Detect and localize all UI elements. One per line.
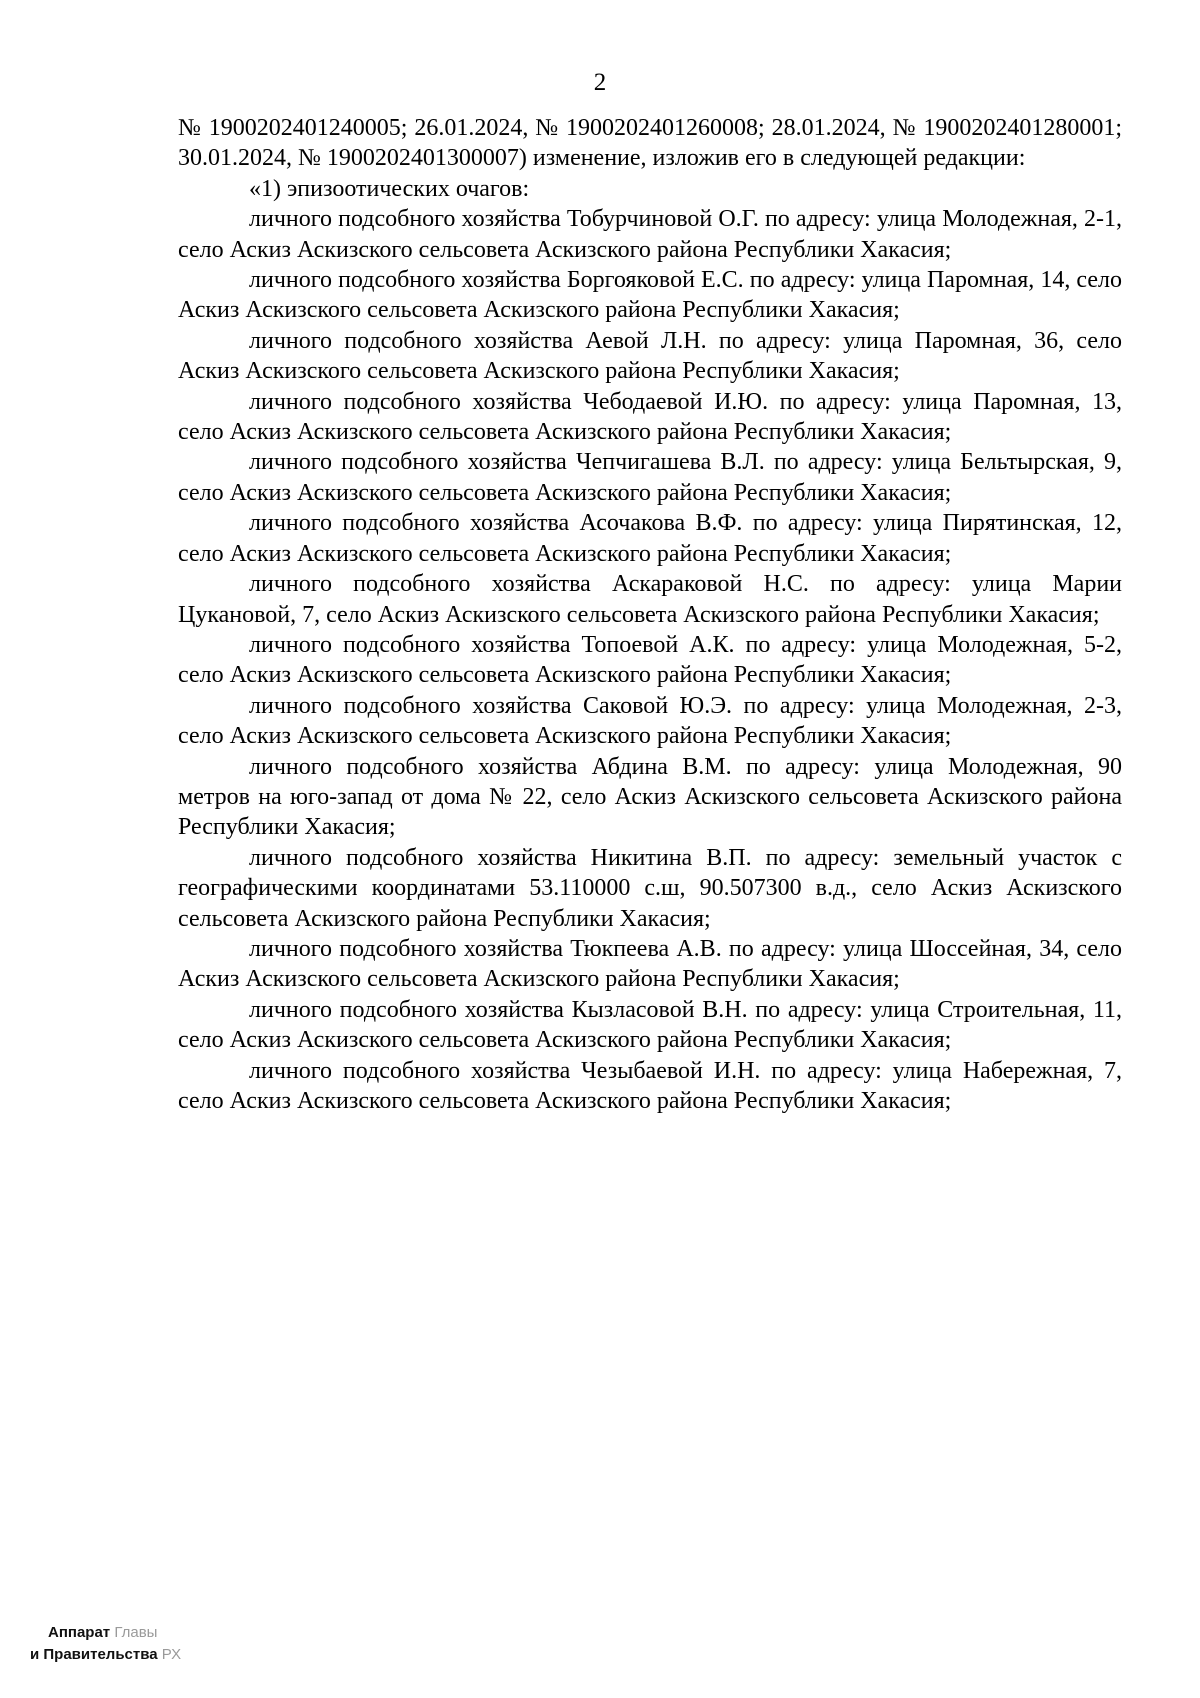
document-body xyxy=(178,113,1122,1116)
paragraph: «1) эпизоотических очагов: xyxy=(249,175,530,202)
stamp-text: Аппарат xyxy=(48,1624,111,1641)
paragraph: личного подсобного хозяйства Асочакова В.Ф. по адресу: улица Пирятинская, 12, село Аскиз Аскизского сельсовета Аскизского района Республики Хакасия; xyxy=(178,510,1122,567)
stamp-line-1 xyxy=(30,1622,181,1644)
paragraph: личного подсобного хозяйства Чезыбаевой И.Н. по адресу: улица Набережная, 7, село Аскиз Аскизского сельсовета Аскизского района Республики Хакасия; xyxy=(178,1057,1122,1114)
stamp-text-faint: Главы xyxy=(114,1624,158,1641)
paragraph: личного подсобного хозяйства Никитина В.П. по адресу: земельный участок с географическими координатами 53.110000 с.ш, 90.507300 в.д., село Аскиз Аскизского сельсовета Аскизского района Республики Хакасия; xyxy=(178,844,1122,932)
paragraph: личного подсобного хозяйства Чебодаевой И.Ю. по адресу: улица Паромная, 13, село Аскиз Аскизского сельсовета Аскизского района Республики Хакасия; xyxy=(178,388,1122,446)
paragraph: личного подсобного хозяйства Тюкпеева А.В. по адресу: улица Шоссейная, 34, село Аскиз Аскизского сельсовета Аскизского района Республики Хакасия; xyxy=(178,935,1122,993)
paragraph: личного подсобного хозяйства Саковой Ю.Э. по адресу: улица Молодежная, 2-3, село Аскиз Аскизского сельсовета Аскизского района Республики Хакасия; xyxy=(178,692,1122,750)
paragraph: личного подсобного хозяйства Аскараковой Н.С. по адресу: улица Марии Цукановой, 7, село Аскиз Аскизского сельсовета Аскизского района Республики Хакасия; xyxy=(178,571,1122,628)
registration-stamp xyxy=(30,1622,181,1666)
paragraph: личного подсобного хозяйства Чепчигашева В.Л. по адресу: улица Бельтырская, 9, село Аскиз Аскизского сельсовета Аскизского района Республики Хакасия; xyxy=(178,449,1122,506)
paragraph: личного подсобного хозяйства Кызласовой В.Н. по адресу: улица Строительная, 11, село Аскиз Аскизского сельсовета Аскизского района Республики Хакасия; xyxy=(178,996,1122,1054)
paragraph: личного подсобного хозяйства Боргояковой Е.С. по адресу: улица Паромная, 14, село Аскиз Аскизского сельсовета Аскизского района Республики Хакасия; xyxy=(178,267,1122,324)
paragraph: личного подсобного хозяйства Абдина В.М. по адресу: улица Молодежная, 90 метров на юго-запад от дома № 22, село Аскиз Аскизского сельсовета Аскизского района Республики Хакасия; xyxy=(178,753,1122,841)
paragraph: личного подсобного хозяйства Топоевой А.К. по адресу: улица Молодежная, 5-2, село Аскиз Аскизского сельсовета Аскизского района Республики Хакасия; xyxy=(178,631,1122,689)
paragraph: личного подсобного хозяйства Тобурчиновой О.Г. по адресу: улица Молодежная, 2-1, село Аскиз Аскизского сельсовета Аскизского района Республики Хакасия; xyxy=(178,206,1122,263)
paragraph: № 1900202401240005; 26.01.2024, № 1900202401260008; 28.01.2024, № 1900202401280001; 30.01.2024, № 1900202401300007) изменение, изложив его в следующей редакции: xyxy=(178,115,1122,172)
stamp-text-faint: РХ xyxy=(161,1646,182,1663)
stamp-text: и Правительства xyxy=(30,1646,158,1663)
stamp-line-2 xyxy=(30,1644,181,1666)
page-number: 2 xyxy=(593,69,607,96)
paragraph: личного подсобного хозяйства Аевой Л.Н. по адресу: улица Паромная, 36, село Аскиз Аскизского сельсовета Аскизского района Республики Хакасия; xyxy=(178,327,1122,385)
